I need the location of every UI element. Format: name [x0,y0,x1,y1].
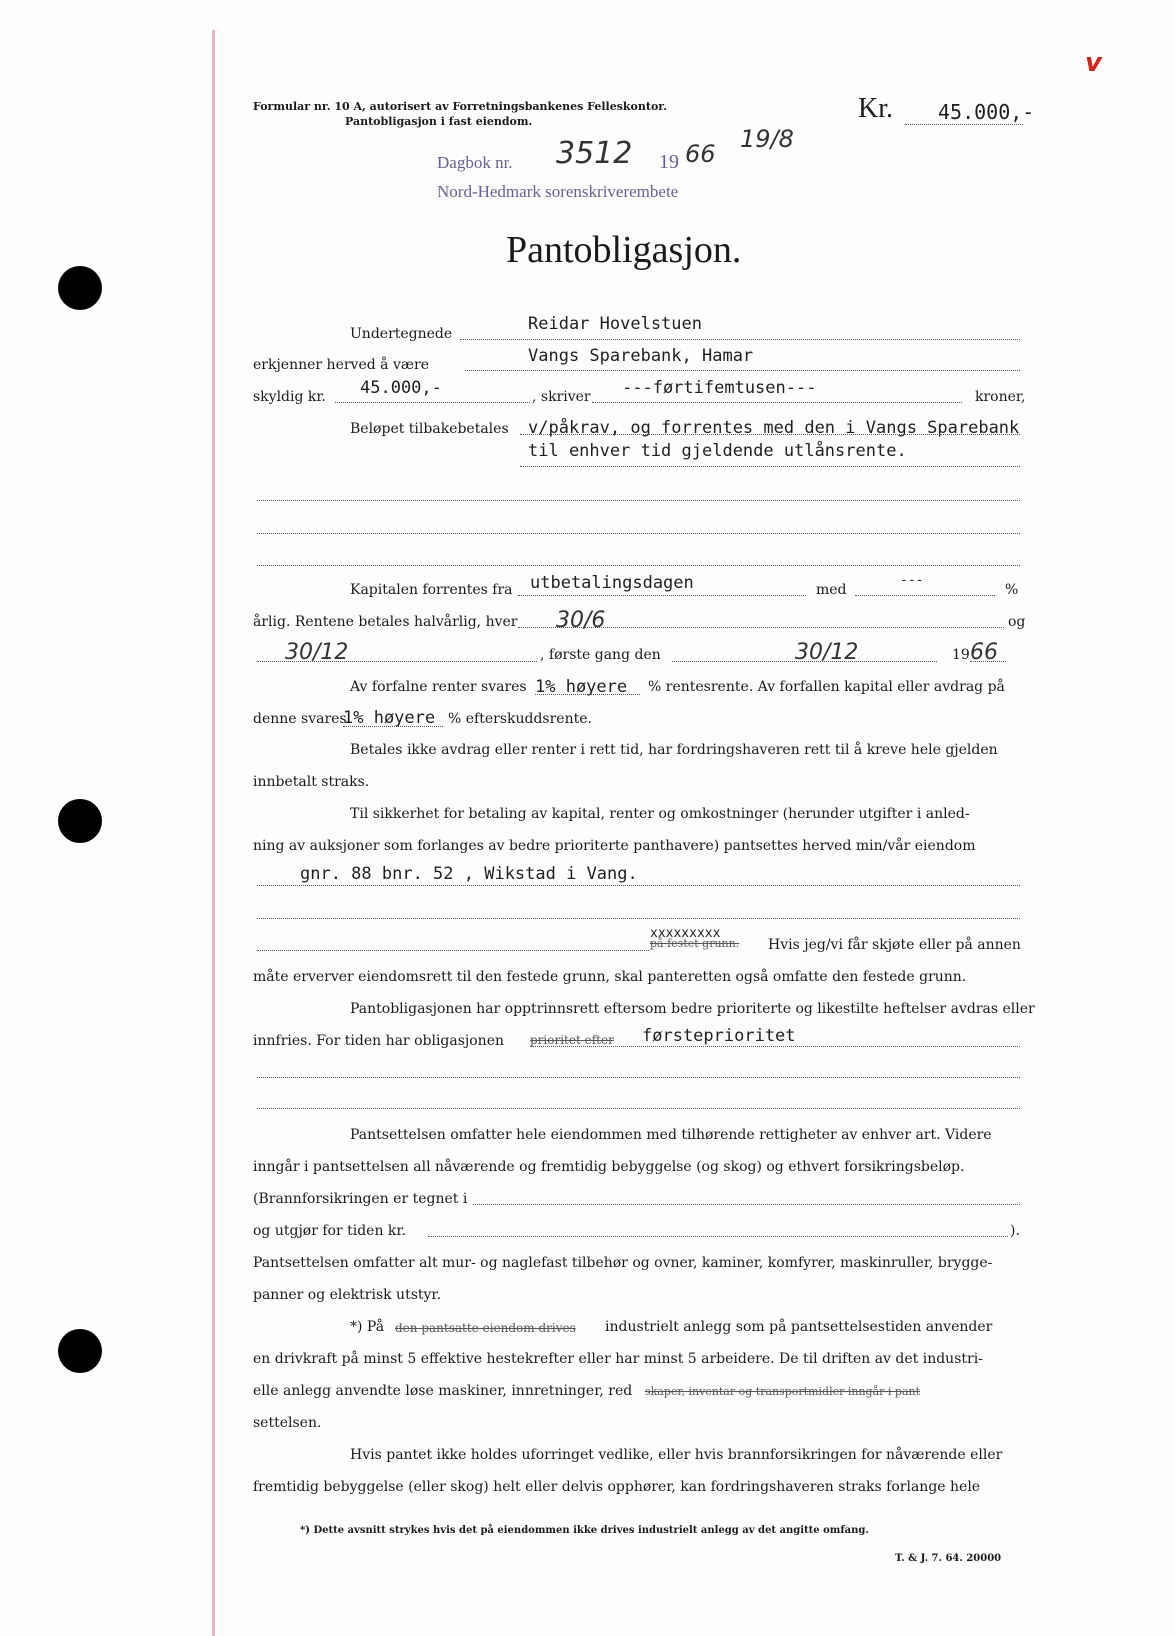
undertegnede-value: Reidar Hovelstuen [528,314,702,334]
fill-line [518,595,806,596]
opptrinn-value: førsteprioritet [642,1026,796,1046]
med-value: --- [900,573,924,588]
skriver-label: , skriver [532,389,591,405]
margin-line [212,30,215,1636]
fill-line [257,918,1020,919]
fill-line [257,1077,1020,1078]
erkjenner-label: erkjenner herved å være [253,357,429,373]
utgjor-end: ). [1010,1223,1020,1239]
opptrinn-text-1: Pantobligasjonen har opptrinnsrett eftersom bedre prioriterte og likestilte heftelser avdras eller [350,1001,1035,1017]
fill-line [530,1046,1020,1047]
fill-line [257,885,1020,886]
form-subtitle: Pantobligasjon i fast eiendom. [345,115,533,128]
punch-hole [58,1329,102,1373]
mur-text-2: panner og elektrisk utstyr. [253,1287,442,1303]
kr-amount: 45.000,- [938,100,1035,124]
belopet-label: Beløpet tilbakebetales [350,421,509,437]
fill-line [855,595,995,596]
opptrinn-struck: prioritet efter [530,1033,614,1047]
printer-code: T. & J. 7. 64. 20000 [895,1553,1002,1564]
document-title: Pantobligasjon. [506,229,742,271]
fill-line [257,533,1020,534]
betales-text-2: innbetalt straks. [253,774,370,790]
fill-line [257,500,1020,501]
kapitalen-value: utbetalingsdagen [530,573,694,593]
av-forfalne-text: Av forfalne renter svares [350,679,527,695]
skriver-value: ---førtifemtusen--- [622,378,817,398]
stamp-office: Nord-Hedmark sorenskriverembete [437,182,679,201]
betales-text-1: Betales ikke avdrag eller renter i rett tid, har fordringshaveren rett til å kreve hele gjelden [350,742,998,758]
fill-line [335,402,530,403]
ind-text-4: settelsen. [253,1415,322,1431]
omfatter-text-2: inngår i pantsettelsen all nåværende og fremtidig bebyggelse (og skog) og ethvert forsikringsbeløp. [253,1159,965,1175]
feste-struck: på festet grunn. [650,937,740,950]
fill-line [970,661,1006,662]
renten-label: årlig. Rentene betales halvårlig, hver [253,614,518,630]
skyldig-value: 45.000,- [360,378,442,398]
undertegnede-label: Undertegnede [350,326,453,342]
fill-line [592,402,962,403]
med-label: med [816,582,847,598]
stamp-year-prefix: 19 [659,151,679,173]
fill-line [473,1204,1020,1205]
fill-line [535,694,640,695]
av-forfalne-rest: % rentesrente. Av forfallen kapital eller avdrag på [648,679,1005,695]
ind-text-2: en drivkraft på minst 5 effektive hestekrefter eller har minst 5 arbeidere. De til driften av det industri- [253,1351,983,1367]
stamp-year-suffix: 66 [685,140,716,168]
ind-text-3-struck: skaper, inventar og transportmidler inngår i pant [645,1385,921,1398]
mur-text-1: Pantsettelsen omfatter alt mur- og naglefast tilbehør og ovner, kaminer, komfyrer, maskinruller, brygge- [253,1255,993,1271]
fill-line [257,1108,1020,1109]
brann-label: (Brannforsikringen er tegnet i [253,1191,468,1207]
feste-text: Hvis jeg/vi får skjøte eller på annen [768,937,1021,953]
year-prefix: 19 [952,647,970,663]
fill-line [465,370,1020,371]
belopet-value-1: v/påkrav, og forrentes med den i Vangs Sparebank [528,418,1020,438]
fill-line [257,565,1020,566]
opptrinn-text-2: innfries. For tiden har obligasjonen [253,1033,505,1049]
ind-text-1b: industrielt anlegg som på pantsettelsestiden anvender [605,1319,993,1335]
feste-text-2: måte erverver eiendomsrett til den festede grunn, skal panteretten også omfatte den festede grunn. [253,969,967,985]
form-reference: Formular nr. 10 A, autorisert av Forretningsbankenes Felleskontor. [253,100,667,113]
fill-line [343,726,443,727]
kr-amount-line [905,124,1023,125]
fill-line [428,1236,1008,1237]
belopet-value-2: til enhver tid gjeldende utlånsrente. [528,441,907,461]
fill-line [460,339,1020,340]
og-label: og [1008,614,1026,630]
ind-text-1-struck: den pantsatte eiendom drives [395,1321,576,1335]
denne-svares-rest: % efterskuddsrente. [448,711,592,727]
ind-text-3a: elle anlegg anvendte løse maskiner, innretninger, red [253,1383,633,1399]
hvis-text-2: fremtidig bebyggelse (eller skog) helt eller delvis opphører, kan fordringshaveren straks forlange hele [253,1479,981,1495]
kr-label: Kr. [858,93,893,124]
feste-overtype: xxxxxxxxx [650,926,721,941]
renten-value: 30/6 [556,608,606,633]
date2-value: 30/12 [285,640,349,665]
skyldig-label: skyldig kr. [253,389,326,405]
sikkerhet-text-2: ning av auksjoner som forlanges av bedre prioriterte panthavere) pantsettes herved min/vår eiendom [253,838,976,854]
fill-line [257,950,649,951]
eiendom-value: gnr. 88 bnr. 52 , Wikstad i Vang. [300,864,638,884]
dagbok-label: Dagbok nr. [437,153,513,172]
fill-line [520,434,1020,435]
kroner-label: kroner, [975,389,1026,405]
fill-line [520,466,1020,467]
utgjor-label: og utgjør for tiden kr. [253,1223,407,1239]
denne-svares-value: 1% høyere [343,708,436,728]
dagbok-number: 3512 [556,136,633,171]
stamp-date: 19/8 [740,125,794,153]
footnote: *) Dette avsnitt strykes hvis det på eiendommen ikke drives industrielt anlegg av det angitte omfang. [300,1525,869,1536]
punch-hole [58,266,102,310]
sikkerhet-text-1: Til sikkerhet for betaling av kapital, renter og omkostninger (herunder utgifter i anled- [350,806,970,822]
denne-svares-label: denne svares [253,711,347,727]
av-forfalne-value: 1% høyere [535,677,628,697]
punch-hole [58,799,102,843]
erkjenner-value: Vangs Sparebank, Hamar [528,346,754,366]
year-value: 66 [970,640,998,665]
percent-sign: % [1005,582,1019,598]
ind-text-1a: *) På [350,1319,385,1335]
forste-value: 30/12 [795,640,859,665]
check-mark: v [1085,48,1102,78]
forste-label: , første gang den [540,647,661,663]
hvis-text-1: Hvis pantet ikke holdes uforringet vedlike, eller hvis brannforsikringen for nåværende eller [350,1447,1003,1463]
omfatter-text-1: Pantsettelsen omfatter hele eiendommen med tilhørende rettigheter av enhver art. Videre [350,1127,992,1143]
kapitalen-label: Kapitalen forrentes fra [350,582,513,598]
